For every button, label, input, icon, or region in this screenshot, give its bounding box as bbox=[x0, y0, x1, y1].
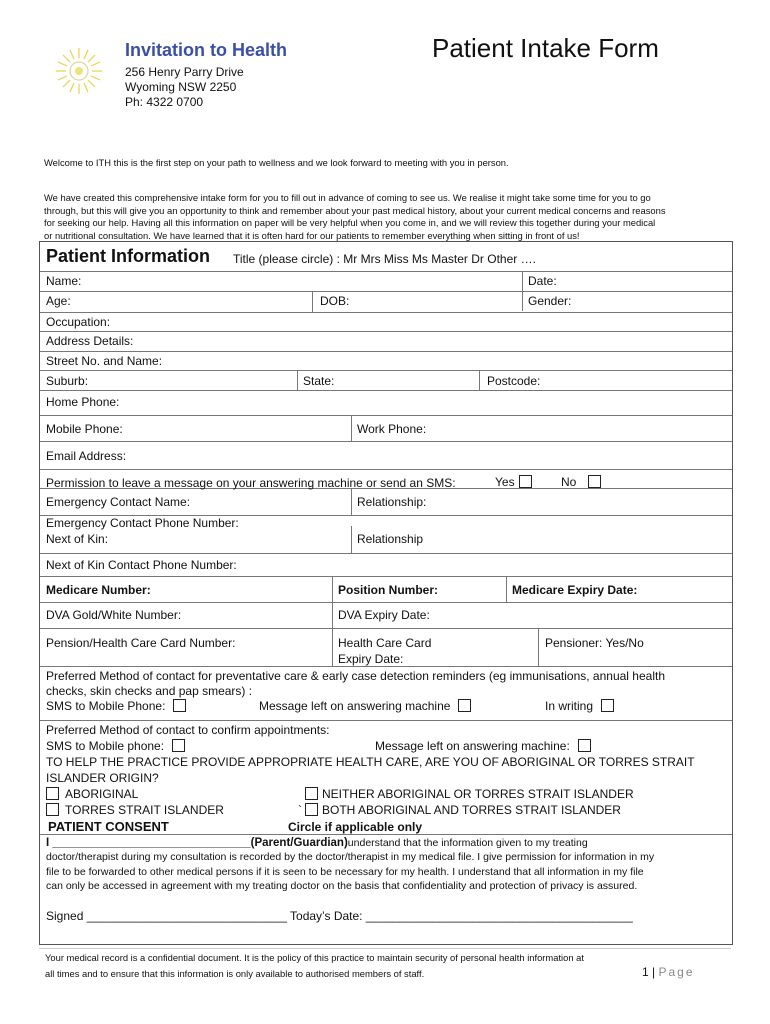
aboriginal-label: ABORIGINAL bbox=[65, 787, 139, 801]
dva-expiry-label[interactable]: DVA Expiry Date: bbox=[338, 608, 430, 622]
row-divider bbox=[40, 390, 732, 391]
page-separator: | bbox=[652, 965, 656, 979]
row-divider bbox=[40, 469, 732, 470]
row-divider bbox=[40, 553, 732, 554]
medicare-expiry-label[interactable]: Medicare Expiry Date: bbox=[512, 583, 638, 597]
col-divider bbox=[332, 576, 333, 666]
torres-option[interactable] bbox=[46, 803, 224, 817]
both-label: BOTH ABORIGINAL AND TORRES STRAIT ISLANDER bbox=[322, 803, 621, 817]
neither-checkbox[interactable] bbox=[305, 787, 318, 800]
torres-checkbox[interactable] bbox=[46, 803, 59, 816]
col-divider bbox=[538, 628, 539, 666]
form-title: Patient Intake Form bbox=[432, 33, 659, 63]
sms-mobile2-label: SMS to Mobile phone: bbox=[46, 739, 165, 753]
preventative-contact-label: checks, skin checks and pap smears) : bbox=[46, 684, 253, 698]
address-line: 256 Henry Parry Drive bbox=[125, 65, 244, 79]
page-number bbox=[642, 965, 695, 979]
intake-form bbox=[39, 241, 733, 945]
col-divider bbox=[351, 415, 352, 441]
neither-label: NEITHER ABORIGINAL OR TORRES STRAIT ISLANDER bbox=[322, 787, 634, 801]
hcc-expiry-label: Expiry Date: bbox=[338, 652, 404, 666]
col-divider bbox=[522, 271, 523, 311]
consent-line: understand that the information given to my treating bbox=[347, 837, 588, 849]
section-heading-patient-information: Patient Information bbox=[46, 246, 211, 266]
preventative-contact-label: Preferred Method of contact for preventative care & early case detection reminders (eg immunisations, annual health bbox=[46, 669, 665, 683]
col-divider bbox=[351, 526, 352, 553]
intro-line: We have created this comprehensive intake form for you to fill out in advance of coming to see us. We realise it might take some time for you to go bbox=[44, 192, 651, 203]
row-divider bbox=[40, 576, 732, 577]
medicare-number-label[interactable]: Medicare Number: bbox=[46, 583, 151, 597]
guardian-line[interactable]: I _______________________________(Parent/Guardian) bbox=[46, 837, 348, 849]
consent-heading: PATIENT CONSENT bbox=[48, 819, 169, 834]
mobile-phone-label[interactable]: Mobile Phone: bbox=[46, 422, 123, 436]
machine-checkbox[interactable] bbox=[458, 699, 471, 712]
row-divider bbox=[40, 441, 732, 442]
next-of-kin-label[interactable]: Next of Kin: bbox=[46, 532, 109, 546]
consent-text bbox=[46, 836, 722, 893]
address-details-label: Address Details: bbox=[46, 334, 134, 348]
kin-relationship-label[interactable]: Relationship bbox=[357, 532, 424, 546]
dob-label[interactable]: DOB: bbox=[320, 294, 350, 308]
hcc-expiry-label[interactable]: Health Care Card bbox=[338, 636, 432, 650]
consent-line: file to be forwarded to other medical persons if it is seen to be necessary for my health. I understand that all information in my file bbox=[46, 865, 644, 878]
row-divider bbox=[40, 415, 732, 416]
torres-label: TORRES STRAIT ISLANDER bbox=[65, 803, 224, 817]
footer-line: all times and to ensure that this information is only available to authorised members of staff. bbox=[45, 968, 425, 979]
no-label: No bbox=[561, 475, 577, 489]
intro-line: for seeking our help. Having all this information on paper will be very helpful when you come in, and we will review this together during your medical bbox=[44, 217, 656, 229]
yes-label: Yes bbox=[495, 475, 515, 489]
gender-label[interactable]: Gender: bbox=[528, 294, 572, 308]
yes-checkbox[interactable] bbox=[519, 475, 532, 488]
consent-line: can only be accessed in agreement with my treating doctor on the basis that confidentiality and protection of privacy is assured. bbox=[46, 879, 638, 892]
page-word: Page bbox=[658, 965, 695, 979]
appointments-contact-label: Preferred Method of contact to confirm appointments: bbox=[46, 723, 330, 737]
machine-option[interactable] bbox=[259, 699, 471, 713]
machine2-label: Message left on answering machine: bbox=[375, 739, 570, 753]
row-divider bbox=[40, 720, 732, 721]
suburb-label[interactable]: Suburb: bbox=[46, 374, 89, 388]
permission-yes[interactable] bbox=[495, 475, 532, 489]
title-options[interactable]: Title (please circle) : Mr Mrs Miss Ms Master Dr Other …. bbox=[233, 252, 536, 266]
in-writing-label: In writing bbox=[545, 699, 594, 713]
email-label[interactable]: Email Address: bbox=[46, 449, 127, 463]
col-divider bbox=[312, 291, 313, 312]
footer-divider bbox=[39, 948, 731, 949]
address-line: Wyoming NSW 2250 bbox=[125, 80, 237, 94]
sms-mobile-label: SMS to Mobile Phone: bbox=[46, 699, 166, 713]
street-label[interactable]: Street No. and Name: bbox=[46, 354, 163, 368]
col-divider bbox=[479, 370, 480, 390]
home-phone-label[interactable]: Home Phone: bbox=[46, 395, 120, 409]
kin-phone-label[interactable]: Next of Kin Contact Phone Number: bbox=[46, 558, 237, 572]
row-divider bbox=[40, 666, 732, 667]
permission-no[interactable] bbox=[561, 475, 601, 489]
both-checkbox[interactable] bbox=[305, 803, 318, 816]
in-writing-option[interactable] bbox=[545, 699, 614, 713]
row-divider bbox=[40, 370, 732, 371]
sunburst-logo-icon bbox=[54, 46, 104, 96]
sms-mobile2-option[interactable] bbox=[46, 739, 185, 753]
consent-line: doctor/therapist during my consultation is recorded by the doctor/therapist in my medical file. I give permission for information in my bbox=[46, 851, 655, 864]
org-name: Invitation to Health bbox=[125, 40, 287, 60]
circle-note: Circle if applicable only bbox=[288, 820, 423, 834]
intro-line: or nutritional consultation. We have learned that it is often hard for our patients to remember everything when sitting in front of us! bbox=[44, 229, 580, 241]
work-phone-label[interactable]: Work Phone: bbox=[357, 422, 427, 436]
machine2-checkbox[interactable] bbox=[578, 739, 591, 752]
row-divider bbox=[40, 834, 732, 835]
row-divider bbox=[40, 602, 732, 603]
occupation-label[interactable]: Occupation: bbox=[46, 315, 111, 329]
footer-line: Your medical record is a confidential document. It is the policy of this practice to maintain security of personal health information at bbox=[45, 952, 584, 963]
both-option[interactable] bbox=[298, 803, 621, 817]
row-divider bbox=[40, 271, 732, 272]
state-label[interactable]: State: bbox=[303, 374, 335, 388]
col-divider bbox=[506, 576, 507, 602]
in-writing-checkbox[interactable] bbox=[601, 699, 614, 712]
machine2-option[interactable] bbox=[375, 739, 591, 753]
emergency-phone-label[interactable]: Emergency Contact Phone Number: bbox=[46, 516, 239, 530]
neither-option[interactable] bbox=[305, 787, 634, 801]
name-label[interactable]: Name: bbox=[46, 274, 82, 288]
pension-card-label[interactable]: Pension/Health Care Card Number: bbox=[46, 636, 236, 650]
intro-line: through, but this will give you an opportunity to think and remember about your past medical history, about your current medical concerns and reasons bbox=[44, 204, 666, 216]
relationship-label[interactable]: Relationship: bbox=[357, 495, 427, 509]
row-divider bbox=[40, 331, 732, 332]
emergency-name-label[interactable]: Emergency Contact Name: bbox=[46, 495, 191, 509]
atsi-question: ISLANDER ORIGIN? bbox=[46, 771, 159, 785]
intro-welcome: Welcome to ITH this is the first step on your path to wellness and we look forward to meeting with you in person. bbox=[44, 157, 509, 168]
machine-label: Message left on answering machine bbox=[259, 699, 451, 713]
row-divider bbox=[40, 351, 732, 352]
row-divider bbox=[40, 291, 732, 292]
col-divider bbox=[351, 488, 352, 515]
aboriginal-checkbox[interactable] bbox=[46, 787, 59, 800]
date-label[interactable]: Date: bbox=[528, 274, 557, 288]
page-number-value: 1 bbox=[642, 965, 649, 979]
phone-line: Ph: 4322 0700 bbox=[125, 95, 204, 109]
both-mark: ` bbox=[298, 803, 302, 817]
age-label[interactable]: Age: bbox=[46, 294, 71, 308]
postcode-label[interactable]: Postcode: bbox=[487, 374, 541, 388]
col-divider bbox=[297, 370, 298, 390]
row-divider bbox=[40, 312, 732, 313]
sms-mobile2-checkbox[interactable] bbox=[172, 739, 185, 752]
permission-label: Permission to leave a message on your answering machine or send an SMS: bbox=[46, 476, 456, 490]
dva-number-label[interactable]: DVA Gold/White Number: bbox=[46, 608, 182, 622]
sms-mobile-checkbox[interactable] bbox=[173, 699, 186, 712]
position-number-label[interactable]: Position Number: bbox=[338, 583, 439, 597]
aboriginal-option[interactable] bbox=[46, 787, 138, 801]
atsi-question: TO HELP THE PRACTICE PROVIDE APPROPRIATE HEALTH CARE, ARE YOU OF ABORIGINAL OR TORRES STRAIT bbox=[46, 755, 695, 769]
row-divider bbox=[40, 628, 732, 629]
signature-line[interactable]: Signed ______________________________ Today’s Date: ________________________________________ bbox=[46, 909, 633, 923]
sms-mobile-option[interactable] bbox=[46, 699, 186, 713]
pensioner-label[interactable]: Pensioner: Yes/No bbox=[545, 636, 644, 650]
no-checkbox[interactable] bbox=[588, 475, 601, 488]
